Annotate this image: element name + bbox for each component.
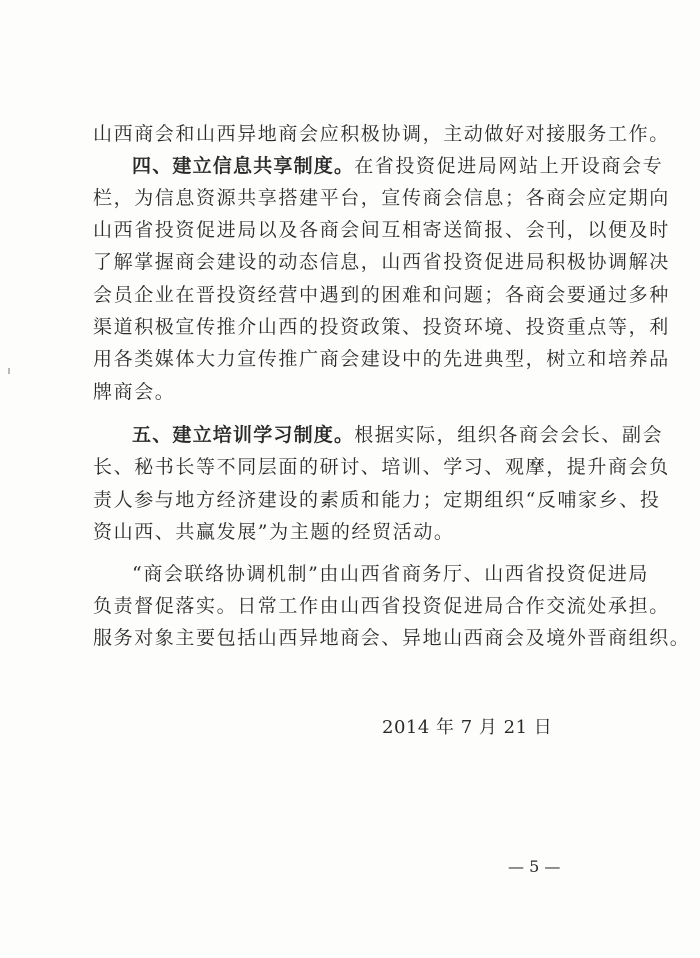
body-line — [132, 562, 652, 586]
section-heading-line — [132, 154, 664, 178]
body-text: “商会联络协调机制”由山西省商务厅、山西省投资促进局 — [132, 563, 650, 585]
body-line — [93, 488, 661, 512]
scan-mark — [8, 368, 10, 374]
body-line — [93, 455, 670, 479]
section-heading-4: 四、建立信息共享制度。 — [132, 155, 355, 177]
body-line — [93, 626, 691, 650]
body-text: 根据实际，组织各商会会长、副会 — [354, 424, 664, 446]
body-line — [93, 594, 670, 618]
body-line — [93, 520, 613, 544]
page-number: — 5 — — [508, 857, 561, 876]
body-text: 在省投资促进局网站上开设商会专 — [354, 155, 664, 177]
body-line — [93, 218, 670, 242]
body-text: 资山西、共赢发展”为主题的经贸活动。 — [93, 521, 455, 543]
body-text: 牌商会。 — [93, 381, 176, 403]
body-text: 用各类媒体大力宣传推广商会建设中的先进典型，树立和培养品 — [93, 348, 670, 370]
document-date: 2014 年 7 月 21 日 — [382, 717, 553, 738]
body-line — [93, 380, 613, 404]
body-text: 服务对象主要包括山西异地商会、异地山西商会及境外晋商组织。 — [93, 627, 691, 649]
body-text: 负责督促落实。日常工作由山西省投资促进局合作交流处承担。 — [93, 595, 670, 617]
body-text: 栏，为信息资源共享搭建平台，宣传商会信息；各商会应定期向 — [93, 187, 670, 209]
body-text: 会员企业在晋投资经营中遇到的困难和问题；各商会要通过多种 — [93, 284, 670, 306]
body-text: 长、秘书长等不同层面的研讨、培训、学习、观摩，提升商会负 — [93, 456, 670, 478]
body-text: 渠道积极宣传推介山西的投资政策、投资环境、投资重点等，利 — [93, 316, 670, 338]
body-line — [93, 315, 670, 339]
body-line — [93, 250, 670, 274]
body-text: 山西商会和山西异地商会应积极协调，主动做好对接服务工作。 — [93, 123, 670, 145]
body-line — [93, 122, 670, 146]
body-text: 责人参与地方经济建设的素质和能力；定期组织“反哺家乡、投 — [93, 489, 661, 511]
body-text: 了解掌握商会建设的动态信息，山西省投资促进局积极协调解决 — [93, 251, 670, 273]
body-text: 山西省投资促进局以及各商会间互相寄送简报、会刊，以便及时 — [93, 219, 670, 241]
section-heading-5: 五、建立培训学习制度。 — [132, 424, 355, 446]
body-line — [93, 347, 670, 371]
body-line — [93, 283, 670, 307]
body-line — [93, 186, 670, 210]
section-heading-line — [132, 423, 664, 447]
